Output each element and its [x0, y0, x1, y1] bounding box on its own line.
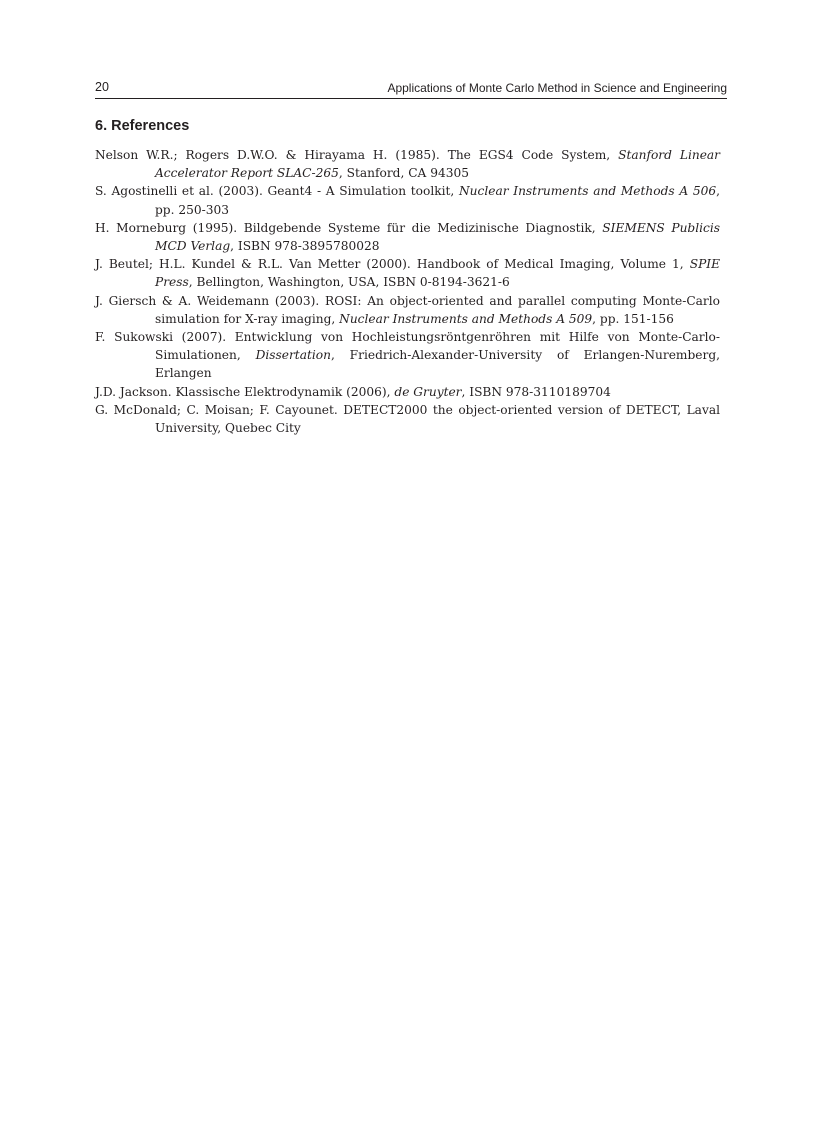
running-title: Applications of Monte Carlo Method in Science and Engineering	[387, 81, 727, 95]
reference-text: J. Giersch & A. Weidemann (2003). ROSI: An object-oriented and parallel computing Monte-Carlo simulation for X-ray imaging,	[95, 293, 720, 326]
reference-item	[95, 328, 720, 383]
reference-item	[95, 255, 720, 291]
reference-details: , ISBN 978-3110189704	[461, 384, 611, 399]
reference-source-italic: SPIE Press	[155, 257, 720, 290]
reference-details: , Friedrich-Alexander-University of Erlangen-Nuremberg, Erlangen	[155, 348, 720, 381]
reference-details: , ISBN 978-3895780028	[230, 239, 380, 254]
reference-text: F. Sukowski (2007). Entwicklung von Hochleistungsröntgenröhren mit Hilfe von Monte-Carlo-Simulationen,	[95, 330, 720, 363]
page-header	[95, 79, 727, 99]
page-number: 20	[95, 80, 109, 94]
reference-source-italic: Nuclear Instruments and Methods A 506	[459, 184, 717, 199]
reference-details: , pp. 151-156	[592, 311, 674, 326]
reference-source-italic: Nuclear Instruments and Methods A 509	[339, 311, 593, 326]
reference-source-italic: Stanford Linear Accelerator Report SLAC-265	[155, 148, 721, 181]
reference-item	[95, 401, 720, 437]
reference-details: , Stanford, CA 94305	[338, 166, 469, 181]
reference-item	[95, 219, 720, 255]
reference-list	[95, 146, 720, 437]
reference-item	[95, 292, 720, 328]
reference-text: J.D. Jackson. Klassische Elektrodynamik (2006),	[95, 384, 395, 399]
reference-details: , pp. 250-303	[155, 184, 720, 217]
reference-source-italic: Dissertation	[255, 348, 331, 363]
reference-item	[95, 146, 720, 182]
reference-text: S. Agostinelli et al. (2003). Geant4 - A Simulation toolkit,	[95, 184, 460, 199]
reference-details: , Bellington, Washington, USA, ISBN 0-8194-3621-6	[188, 275, 510, 290]
section-heading: 6. References	[95, 118, 190, 134]
reference-text: G. McDonald; C. Moisan; F. Cayounet. DETECT2000 the object-oriented version of DETECT, Laval University, Quebec City	[95, 402, 720, 436]
reference-text: J. Beutel; H.L. Kundel & R.L. Van Metter (2000). Handbook of Medical Imaging, Volume 1,	[95, 257, 690, 272]
reference-text: H. Morneburg (1995). Bildgebende Systeme für die Medizinische Diagnostik,	[95, 220, 603, 235]
reference-text: Nelson W.R.; Rogers D.W.O. & Hirayama H. (1985). The EGS4 Code System,	[95, 148, 619, 162]
reference-item	[95, 383, 720, 401]
reference-source-italic: SIEMENS Publicis MCD Verlag	[155, 220, 720, 254]
reference-source-italic: de Gruyter	[394, 384, 462, 399]
reference-item	[95, 182, 720, 218]
